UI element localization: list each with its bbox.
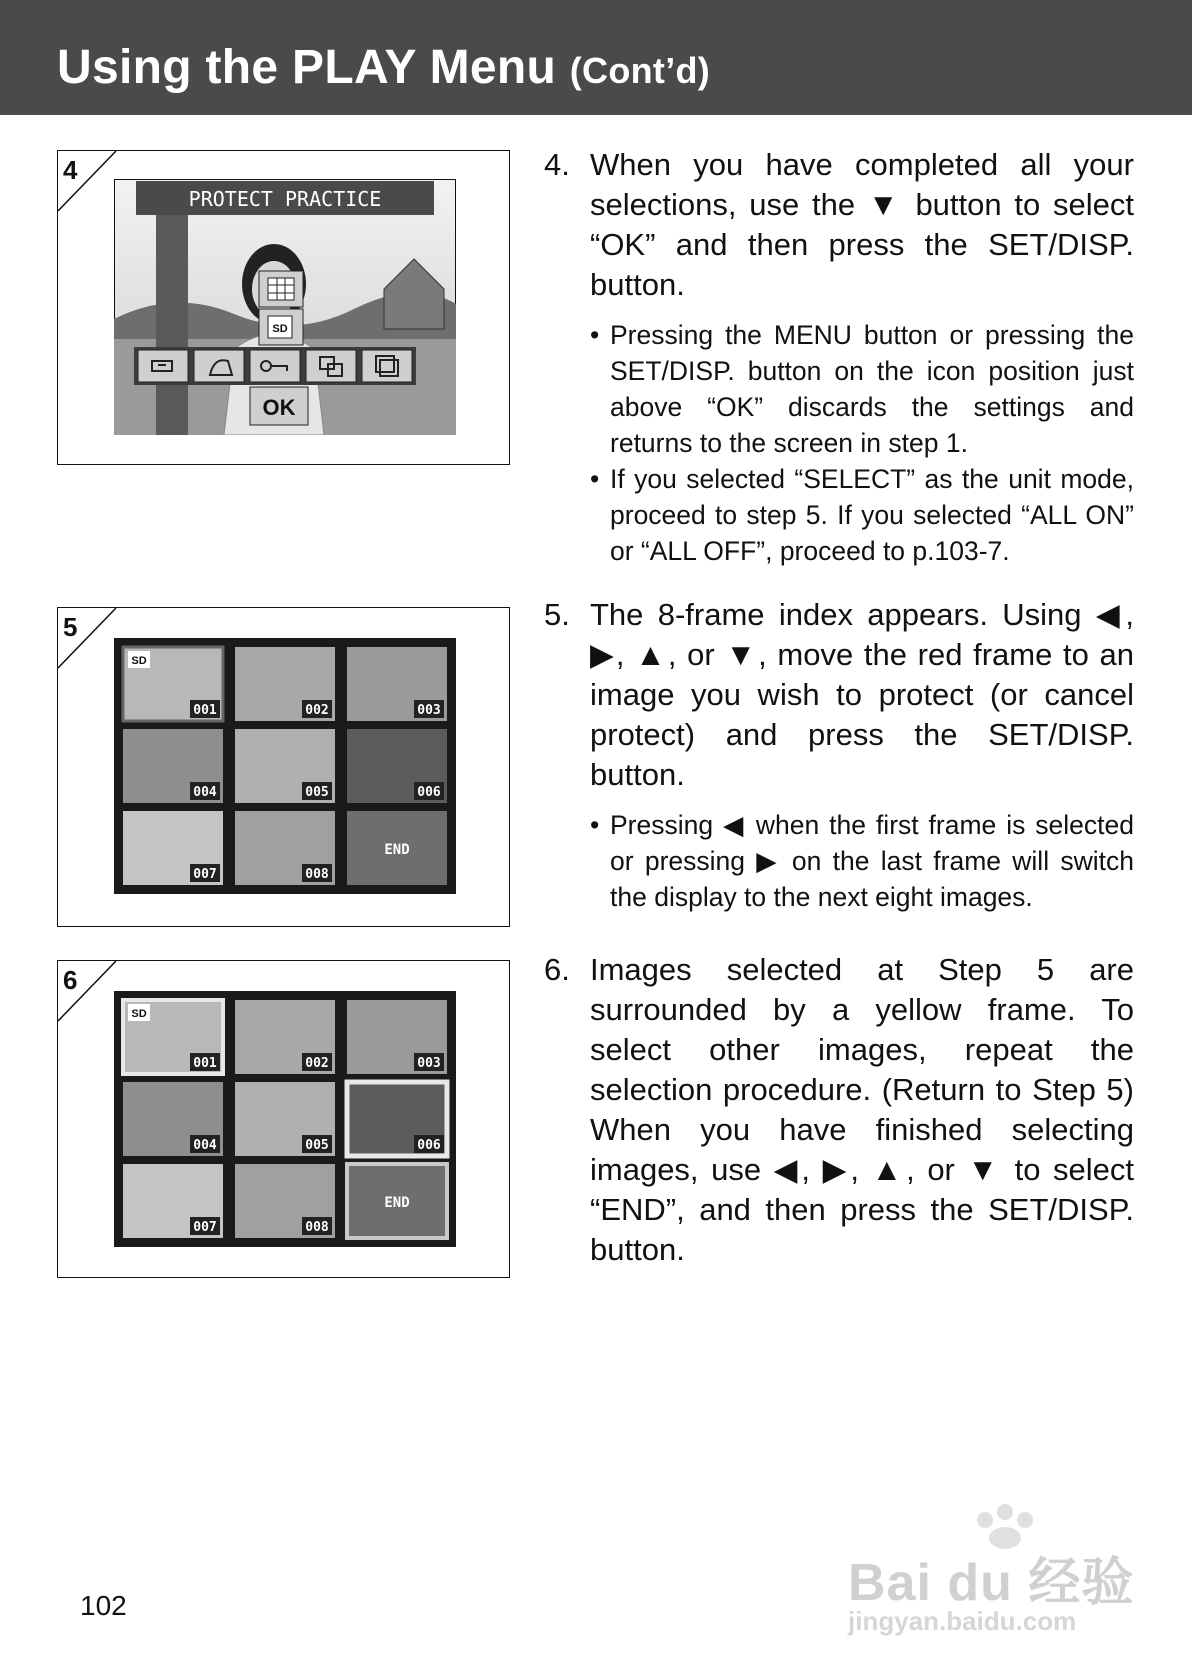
thumbnail-008	[235, 1164, 335, 1238]
note-item: • Pressing the MENU button or pressing the SET/DISP. button on the icon position just above “OK” discards the settings and returns to the screen in step 1.	[590, 320, 1134, 458]
svg-text:SD: SD	[272, 323, 288, 335]
step-body: When you have completed all your selections, use the ▼ button to select “OK” and then press the SET/DISP. button.	[590, 147, 1134, 302]
svg-text:003: 003	[417, 703, 441, 718]
ok-label: OK	[262, 395, 296, 420]
step-5-text	[544, 595, 1134, 915]
svg-text:SD: SD	[131, 1008, 147, 1020]
step-4-text	[544, 145, 1134, 569]
page-number: 102	[80, 1590, 127, 1621]
thumbnail-003	[347, 1000, 447, 1074]
sd-card-icon	[259, 309, 303, 345]
figure-step-5	[57, 607, 510, 927]
svg-text:SD: SD	[131, 655, 147, 667]
page-title: Using the PLAY Menu (Cont’d)	[57, 41, 711, 94]
thumbnail-004	[123, 729, 223, 803]
watermark-brand: Bai du 经验	[848, 1554, 1135, 1612]
step-6	[544, 950, 1134, 1270]
svg-text:006: 006	[417, 785, 441, 800]
thumbnail-005	[235, 729, 335, 803]
step-5	[544, 595, 1134, 795]
thumbnail-002	[235, 647, 335, 721]
svg-text:002: 002	[305, 1056, 329, 1071]
thumbnail-006	[347, 1082, 447, 1156]
step-number: 5.	[544, 597, 570, 632]
thumbnail-006	[347, 729, 447, 803]
screen-title-text: PROTECT PRACTICE	[188, 187, 382, 211]
note-item: • Pressing ◀ when the first frame is selected or pressing ▶ on the last frame will switch the display to the next eight images.	[590, 810, 1134, 912]
grid-icon	[259, 271, 303, 307]
svg-text:008: 008	[305, 867, 329, 882]
end-cell	[347, 1164, 447, 1238]
svg-text:004: 004	[193, 785, 217, 800]
svg-text:005: 005	[305, 785, 329, 800]
thumbnail-003	[347, 647, 447, 721]
thumbnail-001	[123, 1000, 223, 1074]
page-title-suffix: (Cont’d)	[569, 50, 711, 91]
figure-label: 6	[63, 965, 78, 995]
print-icon	[362, 350, 412, 382]
svg-text:006: 006	[417, 1138, 441, 1153]
svg-text:005: 005	[305, 1138, 329, 1153]
svg-text:001: 001	[193, 1056, 217, 1071]
svg-text:007: 007	[193, 867, 217, 882]
thumbnail-007	[123, 811, 223, 885]
step-number: 6.	[544, 952, 570, 987]
index-screen-selected	[114, 991, 456, 1247]
step-body: The 8-frame index appears. Using ◀, ▶, ▲, or ▼, move the red frame to an image you wish to protect (or cancel protect) and press the SET/DISP. button.	[590, 597, 1134, 792]
copy-icon	[306, 350, 356, 382]
svg-text:004: 004	[193, 1138, 217, 1153]
thumbnail-007	[123, 1164, 223, 1238]
svg-text:001: 001	[193, 703, 217, 718]
step-6-text	[544, 950, 1134, 1270]
watermark-url: jingyan.baidu.com	[848, 1606, 1077, 1636]
svg-text:008: 008	[305, 1220, 329, 1235]
slideshow-icon	[194, 350, 244, 382]
figure-label: 4	[63, 155, 78, 185]
step-4	[544, 145, 1134, 305]
svg-text:END: END	[384, 842, 410, 858]
step-number: 4.	[544, 147, 570, 182]
camera-screen-protect-menu	[114, 179, 456, 435]
watermark	[840, 1500, 1140, 1640]
thumbnail-002	[235, 1000, 335, 1074]
index-screen-8-frame	[114, 638, 456, 894]
note-item: • If you selected “SELECT” as the unit mode, proceed to step 5. If you selected “ALL ON” or “ALL OFF”, proceed to p.103-7.	[590, 464, 1134, 566]
figure-label: 5	[63, 612, 78, 642]
svg-text:002: 002	[305, 703, 329, 718]
step-4-notes	[544, 317, 1134, 569]
page-header	[0, 0, 1192, 115]
thumbnail-001	[123, 647, 223, 721]
thumbnail-008	[235, 811, 335, 885]
svg-text:007: 007	[193, 1220, 217, 1235]
thumbnail-005	[235, 1082, 335, 1156]
thumbnail-004	[123, 1082, 223, 1156]
end-cell	[347, 811, 447, 885]
svg-text:003: 003	[417, 1056, 441, 1071]
svg-text:END: END	[384, 1195, 410, 1211]
figure-step-6	[57, 960, 510, 1278]
step-body: Images selected at Step 5 are surrounded by a yellow frame. To select other images, repeat the selection procedure. (Return to Step 5) When you have finished selecting images, use ◀, ▶, ▲, or ▼ to select “END”, and then press the SET/DISP. button.	[590, 952, 1134, 1267]
step-5-notes	[544, 807, 1134, 915]
figure-step-4	[57, 150, 510, 465]
